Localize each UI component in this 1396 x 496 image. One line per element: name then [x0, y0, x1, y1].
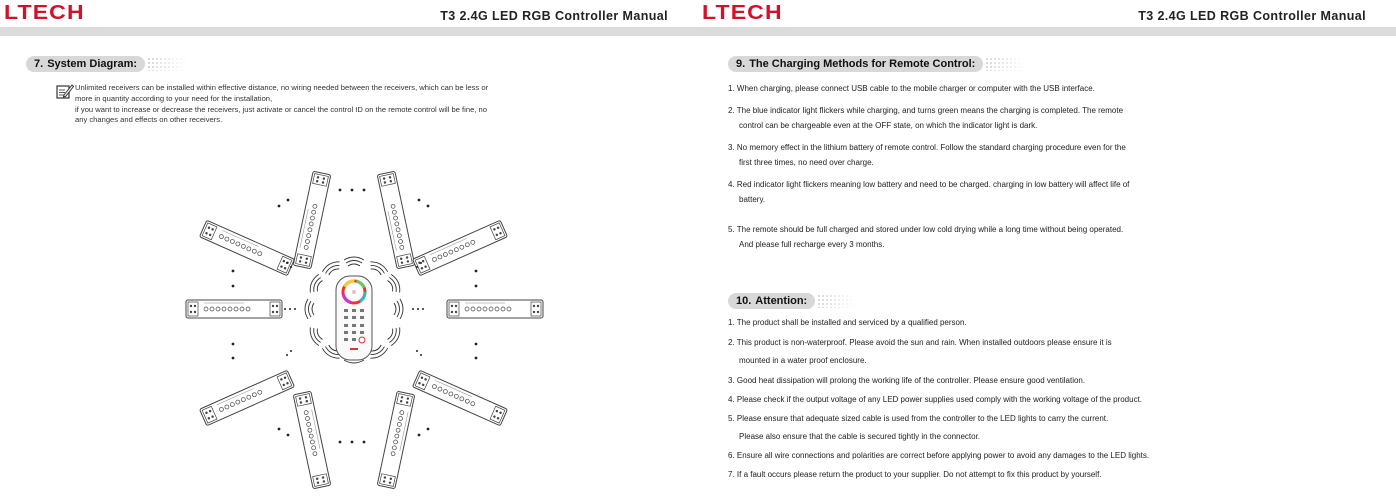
section-10-heading	[728, 293, 857, 309]
section-pill	[728, 56, 983, 72]
section-pill	[26, 56, 145, 72]
note-pencil-icon	[56, 84, 74, 100]
page-header	[698, 0, 1396, 30]
receiver-box-icon	[447, 300, 543, 318]
wireless-signal-icon	[386, 325, 403, 347]
system-diagram	[0, 168, 698, 496]
list-item: 4. Red indicator light flickers meaning low battery and need to be charged. charging in low battery will affect life of	[728, 180, 1130, 189]
wireless-signal-icon	[321, 259, 343, 277]
section-number: 9.	[736, 58, 746, 70]
list-item-cont: first three times, no need over charge.	[739, 158, 874, 167]
header-bar	[698, 27, 1396, 36]
heading-decoration	[147, 57, 187, 71]
intro-line: if you want to increase or decrease the receivers, just activate or cancel the control ID on the remote control will be fine, no	[75, 104, 487, 114]
receiver-box-icon	[412, 370, 507, 425]
receiver-box-icon	[412, 220, 507, 275]
receiver-box-icon	[293, 171, 331, 269]
brand-logo: LTECH	[4, 2, 85, 24]
list-item: 1. When charging, please connect USB cable to the mobile charger or computer with the USB interface.	[728, 84, 1095, 93]
section-7-heading	[26, 56, 187, 72]
list-item-cont: control can be chargeable even at the OFF state, on which the indicator light is dark.	[739, 121, 1038, 130]
receiver-box-icon	[199, 370, 294, 425]
wireless-signal-icon	[305, 299, 314, 319]
brand-logo: LTECH	[702, 2, 783, 24]
intro-line: Unlimited receivers can be installed within effective distance, no wiring needed between the receivers, which can be less or	[75, 83, 489, 92]
list-item: 4. Please check if the output voltage of any LED power supplies used comply with the working voltage of the product.	[728, 395, 1143, 404]
wireless-signal-icon	[308, 273, 325, 295]
intro-line: any changes and effects on other receivers.	[75, 115, 223, 125]
system-intro	[75, 83, 675, 126]
header-bar	[0, 27, 698, 36]
list-item-cont: mounted in a water proof enclosure.	[739, 356, 867, 365]
list-item-cont: Please also ensure that the cable is secured tightly in the connector.	[739, 432, 981, 441]
heading-decoration	[817, 294, 857, 308]
section-title: Attention:	[755, 295, 808, 307]
receiver-box-icon	[377, 391, 415, 489]
receiver-box-icon	[186, 300, 282, 318]
page-header	[0, 0, 698, 30]
remote-control-icon	[336, 276, 372, 360]
list-item: 6. Ensure all wire connections and polarities are correct before applying power to avoid any damages to the LED lights.	[728, 451, 1150, 460]
heading-decoration	[985, 57, 1025, 71]
section-number: 7.	[34, 58, 44, 70]
list-item: 3. No memory effect in the lithium battery of remote control. Follow the standard charging procedure even for the	[728, 143, 1126, 152]
list-item: 5. The remote should be full charged and stored under low cold drying while a long time without being operated.	[728, 225, 1124, 234]
list-item-cont: And please full recharge every 3 months.	[739, 240, 885, 249]
section-number: 10.	[736, 295, 752, 307]
wireless-signal-icon	[367, 259, 389, 277]
list-item: 2. This product is non-waterproof. Please avoid the sun and rain. When installed outdoors please ensure it is	[728, 338, 1112, 347]
list-item: 1. The product shall be installed and serviced by a qualified person.	[728, 318, 967, 327]
list-item: 5. Please ensure that adequate sized cable is used from the controller to the LED lights to carry the current.	[728, 414, 1109, 423]
section-pill	[728, 293, 815, 309]
receiver-box-icon	[199, 220, 294, 275]
section-title: The Charging Methods for Remote Control:	[749, 58, 976, 70]
receiver-box-icon	[293, 391, 331, 489]
list-item: 7. If a fault occurs please return the product to your supplier. Do not attempt to fix this product by yourself.	[728, 470, 1102, 479]
list-item: 2. The blue indicator light flickers while charging, and turns green means the charging is completed. The remote	[728, 106, 1124, 115]
wireless-signal-icon	[386, 273, 403, 295]
section-title: System Diagram:	[47, 58, 138, 70]
right-page	[698, 0, 1396, 496]
intro-line: more in quantity according to your need for the installation,	[75, 93, 273, 103]
list-item: 3. Good heat dissipation will prolong the working life of the controller. Please ensure good ventilation.	[728, 376, 1086, 385]
receiver-box-icon	[377, 171, 415, 269]
list-item-cont: battery.	[739, 195, 766, 204]
wireless-signal-icon	[394, 299, 403, 319]
wireless-signal-icon	[308, 325, 325, 347]
section-9-heading	[728, 56, 1025, 72]
manual-title: T3 2.4G LED RGB Controller Manual	[1138, 9, 1366, 23]
manual-title: T3 2.4G LED RGB Controller Manual	[440, 9, 668, 23]
wireless-signal-icon	[344, 257, 364, 266]
